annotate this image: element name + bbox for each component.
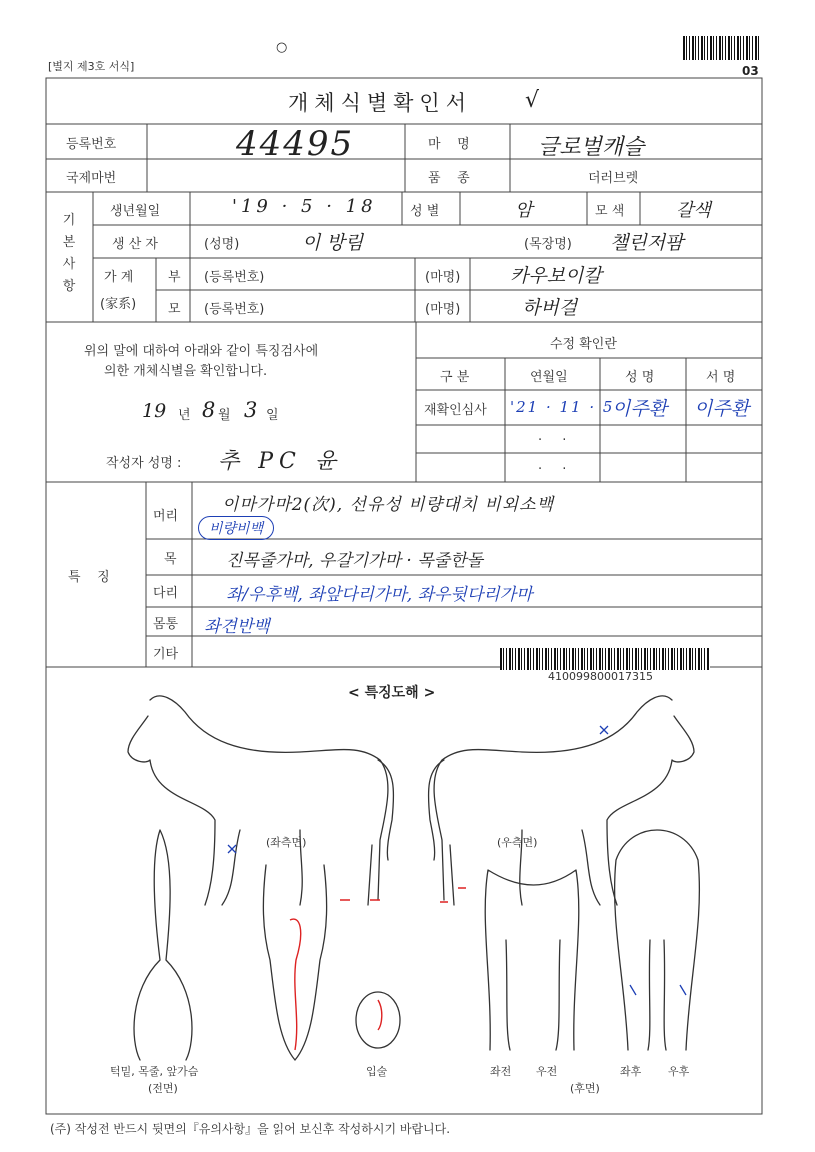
form-number-label: [별지 제3호 서식] — [48, 60, 135, 73]
writer-signature: 추 PC 윤 — [218, 449, 343, 474]
farm-label: (목장명) — [524, 237, 572, 252]
neck-underside-view — [134, 830, 192, 1060]
revision-col-sign: 서 명 — [706, 370, 736, 385]
front-right-label: 우전 — [536, 1065, 558, 1078]
title-check-mark: √ — [525, 88, 540, 113]
feature-barcode-number: 410099800017315 — [548, 670, 653, 683]
coat-label: 모 색 — [595, 204, 625, 219]
breeder-name-value: 이 방림 — [302, 232, 364, 254]
head-label: 머리 — [153, 509, 179, 524]
legs-value: 좌/우후백, 좌앞다리가마, 좌우뒷다리가마 — [226, 585, 533, 605]
pedigree-hanja: (家系) — [100, 297, 137, 312]
front-label: (전면) — [148, 1082, 178, 1095]
farm-value: 챌린저팜 — [610, 232, 684, 254]
sire-name-value: 카우보이칼 — [510, 265, 602, 287]
neck-label: 목 — [164, 552, 177, 567]
revision-row1-date: '21 · 11 · 5 — [510, 398, 615, 416]
revision-col-name: 성 명 — [625, 370, 655, 385]
page-number: 03 — [742, 64, 759, 78]
hole-mark: ○ — [276, 40, 288, 55]
right-x-mark — [600, 726, 608, 734]
neck-value: 진목줄가마, 우갈기가마 · 목줄한돌 — [226, 551, 483, 571]
diagram-title: < 특징도해 > — [348, 685, 436, 701]
birth-value: '19 · 5 · 18 — [232, 196, 377, 217]
revision-row1-name: 이주환 — [612, 398, 668, 420]
body-label: 몸통 — [153, 617, 179, 632]
writer-label: 작성자 성명 : — [106, 456, 182, 471]
other-label: 기타 — [153, 647, 179, 662]
features-section-label: 특 징 — [68, 570, 110, 585]
right-side-label: (우측면) — [497, 836, 538, 849]
breeder-label: 생 산 자 — [112, 237, 158, 252]
left-horse-outline — [128, 696, 388, 905]
sex-label: 성 별 — [410, 204, 440, 219]
right-horse-outline — [434, 696, 694, 905]
revision-row1-category: 재확인심사 — [424, 403, 487, 418]
revision-col-category: 구 분 — [440, 370, 470, 385]
revision-row3-date: . . — [538, 458, 575, 473]
rear-view — [615, 830, 700, 1050]
rear-leg-marks — [630, 985, 686, 995]
revision-title: 수정 확인란 — [550, 337, 617, 352]
rear-right-label: 우후 — [668, 1065, 690, 1078]
confirm-date-year: 19 — [142, 400, 167, 422]
horse-name-value: 글로벌캐슬 — [538, 135, 645, 160]
coat-value: 갈색 — [676, 200, 711, 221]
dam-label: 모 — [168, 302, 181, 317]
reg-no-value: 44495 — [236, 124, 355, 164]
revision-row1-sign: 이주환 — [694, 398, 750, 420]
confirm-date-day: 3 — [244, 398, 258, 422]
front-head-blaze-mark — [290, 919, 301, 1050]
left-x-mark — [228, 845, 236, 853]
basic-section-label: 기본사항 — [62, 213, 76, 294]
dam-name-value: 하버걸 — [522, 297, 578, 319]
revision-col-date: 연월일 — [530, 370, 568, 385]
breeder-name-label: (성명) — [204, 237, 240, 252]
front-legs-view — [485, 870, 579, 1050]
sire-reg-label: (등록번호) — [204, 270, 265, 285]
dam-reg-label: (등록번호) — [204, 302, 265, 317]
front-left-label: 좌전 — [490, 1065, 512, 1078]
horse-name-label: 마 명 — [428, 137, 470, 152]
legs-label: 다리 — [153, 586, 179, 601]
confirm-date-day-unit: 일 — [266, 408, 279, 423]
dam-name-label: (마명) — [425, 302, 461, 317]
revision-row2-date: . . — [538, 429, 575, 444]
head-note: 비량비백 — [198, 516, 274, 540]
sire-name-label: (마명) — [425, 270, 461, 285]
confirm-date-month-unit: 월 — [218, 408, 231, 423]
intl-no-label: 국제마번 — [66, 171, 117, 186]
rear-left-label: 좌후 — [620, 1065, 642, 1078]
muzzle-mark — [378, 1000, 382, 1030]
confirm-date-month: 8 — [202, 398, 216, 422]
confirm-date-year-unit: 년 — [178, 408, 191, 423]
pedigree-label: 가 계 — [104, 270, 134, 285]
sex-value: 암 — [515, 200, 533, 221]
document-title: 개체식별확인서 — [288, 91, 473, 115]
head-value: 이마가마2(次), 선유성 비량대치 비외소백 — [222, 495, 555, 515]
breed-label: 품 종 — [428, 171, 470, 186]
front-head-view — [263, 865, 326, 1060]
sire-label: 부 — [168, 270, 181, 285]
left-side-label: (좌측면) — [266, 836, 307, 849]
rear-label: (후면) — [570, 1082, 600, 1095]
statement-line-1: 위의 말에 대하여 아래와 같이 특징검사에 — [84, 344, 319, 359]
muzzle-label: 입술 — [366, 1065, 388, 1078]
reg-no-label: 등록번호 — [66, 137, 117, 152]
body-value: 좌견반백 — [204, 617, 270, 637]
statement-line-2: 의한 개체식별을 확인합니다. — [104, 364, 268, 379]
front-caption: 턱밑, 목줄, 앞가슴 — [110, 1065, 199, 1078]
breed-value: 더러브렛 — [588, 171, 639, 186]
birth-label: 생년월일 — [110, 204, 161, 219]
footer-note: (주) 작성전 반드시 뒷면의『유의사항』을 읽어 보신후 작성하시기 바랍니다. — [50, 1122, 451, 1136]
